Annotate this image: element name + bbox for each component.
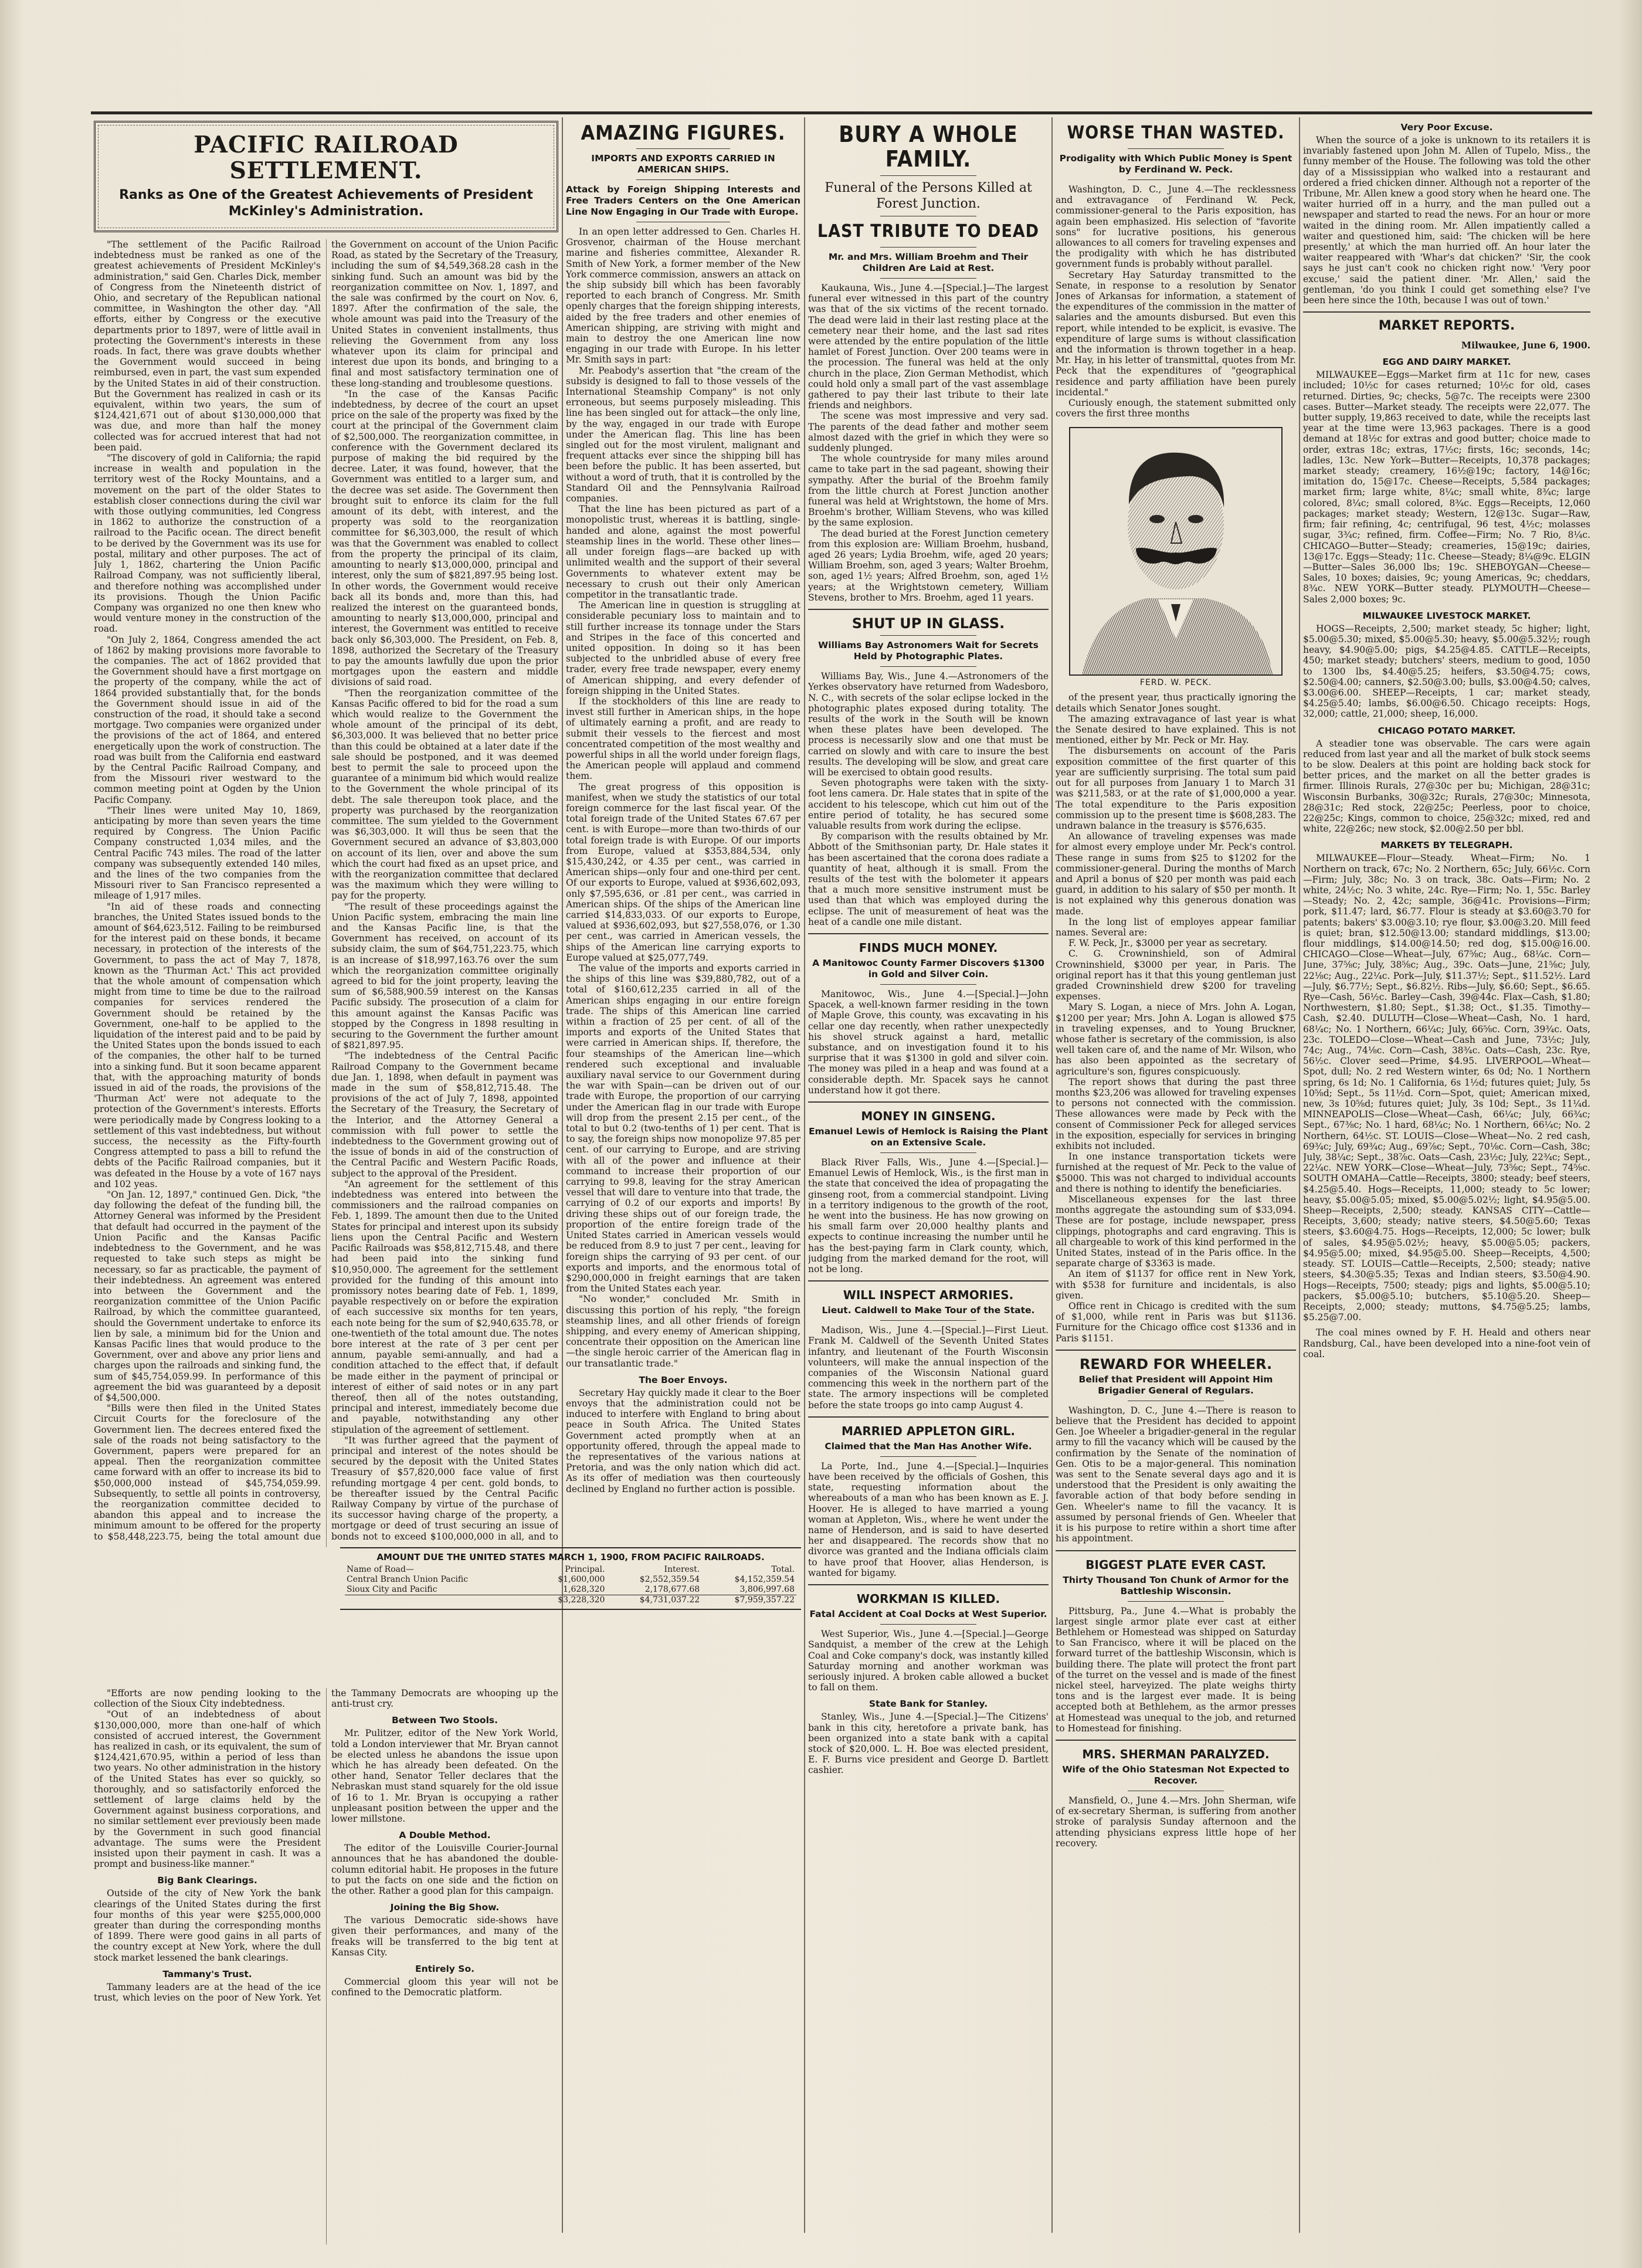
between-stools-text: Mr. Pulitzer, editor of the New York World, told a London interviewer that Mr. Bryan cannot be elected unless he abandons the issue upon which he has already been defeated. On the other hand, Senator Teller declares that the Nebraskan must stand squarely for the old issue of 16 to 1. Mr. Bryan is occupying a rather unpleasant position between the upper and the lower millstone.	[331, 1728, 558, 1825]
telegraph-head: MARKETS BY TELEGRAPH.	[1380, 840, 1513, 851]
worse-wasted-header	[1056, 122, 1296, 180]
worse-wasted-paragraph: of the present year, thus practically ignoring the details which Senator Jones sought.	[1056, 692, 1296, 714]
bury-family-paragraph: The dead buried at the Forest Junction cemetery from this explosion are: William Broehm, husband, aged 26 years; Lydia Broehm, wife, aged 20 years; William Broehm, son, aged 3 years; Walter Broehm, son, aged 1½ years; Alfred Broehm, son, aged 1½ years; at the Wrightstown cemetery, William Stevens, brother to Mrs. Broehm, aged 11 years.	[808, 528, 1049, 603]
pacific-paragraph: "It was further agreed that the payment of principal and interest of the notes should be secured by the deposit with the United States Treasury of $57,820,000 face value of first refunding mortgage 4 per cent. gold bonds, to be thereafter issued by the Central Pacific Railway Company by virtue of the purchase of its successor having charge of the property, a mortgage or deed of trust securing an issue of bonds not to exceed $100,000,000 in all, and to	[331, 1435, 558, 1542]
bury-family-header	[808, 122, 1049, 279]
shut-up-glass-paragraph: By comparison with the results obtained by Mr. Abbott of the Smithsonian party, Dr. Hale states it has been ascertained that the corona does radiate a quantity of heat, although it is small. From the results of the test with the bolometer it appears that a much more sensitive instrument must be used than that which was employed during the eclipse. The unit of measurement of heat was the heat of a candle one mile distant.	[808, 831, 1049, 927]
married-text: La Porte, Ind., June 4.—[Special.]—Inquiries have been received by the officials of Goshen, this state, requesting information about the whereabouts of a man who has been known as E. J. Hoover. He is alleged to have married a young woman at Appleton, Wis., where he went under the name of Henderson, and is said to have deserted her and disappeared. The records show that no divorce was granted and the Indiana officials claim to have proof that Hoover, alias Henderson, is wanted for bigamy.	[808, 1460, 1049, 1578]
table-row	[345, 1585, 796, 1595]
ginseng-title: MONEY IN GINSENG.	[861, 1109, 996, 1123]
pacific-paragraph: "On July 2, 1864, Congress amended the act of 1862 by making provisions more favorable to the companies. The act of 1862 provided that the Government should have a first mortgage on the property of the company, while the act of 1864 provided substantially that, for the bonds the Government should issue in aid of the construction of the road, it should take a second mortgage. Two companies were organized under the provisions of the act of 1864, and entered energetically upon the work of construction. The road was built from the California end eastward by the Central Pacific Railroad Company, and from the Missouri river westward to the common meeting point at Ogden by the Union Pacific Company.	[94, 634, 321, 805]
worse-wasted-paragraph: Miscellaneous expenses for the last three months aggregate the astounding sum of $33,094. These are for postage, include newspaper, press clippings, photographs and card engraving. This is all chargeable to work of this kind performed in the United States, instead of in the Paris office. In the separate charge of $3363 is made.	[1056, 1194, 1296, 1269]
boer-envoys-text: Secretary Hay quickly made it clear to the Boer envoys that the administration could not be induced to interfere with England to bring about peace in South Africa. The United States Government acted promptly when at an opportunity offered, through the appeal made to the representatives of the various nations at Pretoria, and was the only nation which did act. As its offer of mediation was then courteously declined by England no further action is possible.	[566, 1387, 800, 1494]
livestock-head: MILWAUKEE LIVESTOCK MARKET.	[1362, 610, 1531, 621]
worse-wasted-body-continued	[1056, 692, 1296, 1343]
table-cell: 2,178,677.68	[644, 1585, 700, 1594]
table-header: Name of Road—	[347, 1565, 414, 1574]
ginseng-sub: Emanuel Lewis of Hemlock is Raising the Plant on an Extensive Scale.	[808, 1126, 1049, 1148]
table-cell: $2,552,359.54	[639, 1575, 700, 1584]
amazing-figures-paragraph: "No wonder," concluded Mr. Smith in discussing this portion of his reply, "the foreign steamship lines, and all other friends of foreign shipping, and every enemy of American shipping, concentrate their opposition on the American line—the single heroic carrier of the American flag in our transatlantic trade."	[566, 1294, 800, 1369]
married-title: MARRIED APPLETON GIRL.	[842, 1423, 1015, 1438]
double-method-text: The editor of the Louisville Courier-Journal announces that he has abandoned the double-column editorial habit. He proposes in the future to put the facts on one side and the fiction on the other. Rather a good plan for this campaign.	[331, 1843, 558, 1897]
bury-family-paragraph: The whole countryside for many miles around came to take part in the sad pageant, showing their sympathy. After the burial of the Broehm family from the little church at Forest Junction another funeral was held at Wrightstown, the home of Mrs. Broehm's brother, William Stevens, who was killed by the same explosion.	[808, 453, 1049, 528]
big-show-head: Joining the Big Show.	[390, 1902, 500, 1913]
workman-text: West Superior, Wis., June 4.—[Special.]—George Sandquist, a member of the crew at the Lehigh Coal and Coke company's dock, was instantly killed Saturday morning and another workman was seriously injured. A broken cable allowed a bucket to fall on them.	[808, 1629, 1049, 1693]
table-header: Total.	[771, 1565, 795, 1574]
amazing-figures-paragraph: The value of the imports and exports carried in the ships of this line was $39,880,782, out of a total of $160,612,235 carried in all of the American ships engaging in our entire foreign trade. The ships of this American line carried within a fraction of 25 per cent. of all of the imports and exports of the United States that were carried in American ships. If, therefore, the four steamships of the American line—which rendered such exceptional and invaluable auxiliary naval service to our Government during the war with Spain—can be driven out of our trade with Europe, the proportion of our carrying under the American flag in our trade with Europe will drop from the present 2.15 per cent., of the total to but 0.2 (two-tenths of 1) per cent. That is to say, the foreign ships now monopolize 97.85 per cent. of our carrying to Europe, and are striving with all of the power and influence at their command to increase their proportion of our carrying to 99.8, leaving for the stray American vessel that will dare to venture into that trade, the carrying of 0.2 of our exports and imports! By driving these ships out of our foreign trade, the proportion of the entire foreign trade of the United States carried in American vessels would be reduced from 8.9 to just 7 per cent., leaving for foreign ships the carrying of 93 per cent. of our exports and imports, and the enormous total of $290,000,000 in freight earnings that are taken from the United States each year.	[566, 963, 800, 1294]
shut-up-glass-paragraph: Williams Bay, Wis., June 4.—Astronomers of the Yerkes observatory have returned from Wadesboro, N. C., with secrets of the solar eclipse locked in the photographic plates exposed during totality. The results of the work in the South will be known when these plates have been developed. The process is necessarily slow and one that must be carried on slowly and with care to insure the best results. The developing will be slow, and great care will be exercised to obtain good results.	[808, 671, 1049, 778]
table-cell: Central Branch Union Pacific	[347, 1575, 469, 1584]
pacific-paragraph: "Then the reorganization committee of the Kansas Pacific offered to bid for the road a sum which would realize to the Government the whole amount of the principal of its debt, $6,303,000. It was believed that no better price than this could be obtained at a later date if the sale should be postponed, and it was deemed best to permit the sale to proceed upon the guarantee of a minimum bid which would realize to the Government the whole principal of its debt. The sale thereupon took place, and the property was purchased by the reorganization committee. The sum yielded to the Government was $6,303,000. It will thus be seen that the Government secured an advance of $3,803,000 on account of its lien, over and above the sum which the court had fixed as an upset price, and with the reorganization committee that declared was the maximum which they were willing to pay for the property.	[331, 687, 558, 901]
worse-wasted-paragraph: The report shows that during the past three months $23,206 was allowed for traveling expenses to persons not connected with the commission. These allowances were made by Peck with the consent of Commissioner Peck for alleged services in the exposition, especially for services in bringing exhibits not included.	[1056, 1076, 1296, 1151]
pacific-subheadline: Ranks as One of the Greatest Achievements of President McKinley's Administration.	[119, 188, 533, 219]
pacific-headline: PACIFIC RAILROAD SETTLEMENT.	[194, 131, 459, 184]
portrait-caption: FERD. W. PECK.	[1139, 678, 1212, 688]
portrait-engraving-icon	[1070, 428, 1281, 674]
amount-table	[345, 1565, 796, 1605]
table-cell: $4,152,359.54	[734, 1575, 795, 1584]
worse-wasted-paragraph: Office rent in Chicago is credited with the sum of $1,000, while rent in Paris was but $1136. Furniture for the Chicago office cost $1336 and in Paris $1151.	[1056, 1301, 1296, 1344]
shut-up-glass-paragraph: Seven photographs were taken with the sixty-foot lens camera. Dr. Hale states that in spite of the accident to his telescope, which cut him out of the entire period of totality, he has secured some valuable results from work during the eclipse.	[808, 778, 1049, 831]
pacific-paragraph: "The result of these proceedings against the Union Pacific system, embracing the main line and the Kansas Pacific line, is that the Government has received, on account of its subsidy claim, the sum of $64,751,223.75, which is an increase of $18,997,163.76 over the sum which the reorganization committee originally agreed to bid for the joint property, leaving the sum of $6,588,900.59 interest on the Kansas Pacific subsidy. The prosecution of a claim for this amount against the Kansas Pacific was stopped by the Congress in 1898 resulting in securing to the Government the further amount of $821,897.95.	[331, 901, 558, 1051]
pacific-article-continued	[94, 1688, 558, 2245]
wheeler-sub: Belief that President will Appoint Him Brigadier General of Regulars.	[1078, 1374, 1273, 1396]
amazing-figures-title: AMAZING FIGURES.	[581, 121, 786, 145]
bury-family-paragraph: Kaukauna, Wis., June 4.—[Special.]—The largest funeral ever witnessed in this part of the country was that of the six victims of the recent tornado. The dead were laid in their last resting place at the cemetery near their home, and the last sad rites were attended by the entire population of the little hamlet of Forest Junction. Over 200 teams were in the procession. The funeral was held at the only church in the place, Zion German Methodist, which could hold only a small part of the vast assemblage gathered to pay their last tribute to their late friends and neighbors.	[808, 283, 1049, 411]
column-rule	[1299, 117, 1300, 2233]
column-rule	[1051, 117, 1053, 2233]
workman-title: WORKMAN IS KILLED.	[856, 1592, 1000, 1606]
big-show-text: The various Democratic side-shows have given their performances, and many of the freaks will be transferred to the big tent at Kansas City.	[331, 1915, 558, 1958]
column-bury-family	[808, 116, 1049, 2245]
wheeler-title: REWARD FOR WHEELER.	[1079, 1355, 1273, 1372]
column-pacific-railroad	[94, 116, 558, 2245]
plate-cast-sub: Thirty Thousand Ton Chunk of Armor for the Battleship Wisconsin.	[1063, 1574, 1289, 1596]
amazing-figures-paragraph: That the line has been pictured as part of a monopolistic trust, whereas it is battling, single-handed and alone, against the most powerful steamship lines in the world. These other lines—all under foreign flags—are backed up with unlimited wealth and the support of their several Governments to whatever extent may be necessary to crush out their only American competitor in the transatlantic trade.	[566, 504, 800, 600]
table-header: Principal.	[565, 1565, 605, 1574]
last-tribute-sub: Mr. and Mrs. William Broehm and Their Children Are Laid at Rest.	[828, 252, 1029, 273]
amazing-figures-paragraph: The great progress of this opposition is manifest, when we study the statistics of our total foreign commerce for the last fiscal year. Of the total foreign trade of the United States 67.67 per cent. is with Europe—more than two-thirds of our total foreign trade is with Europe. Of our imports from Europe, valued at $353,884,534, only $15,430,242, or 4.35 per cent., was carried in American ships—only four and one-third per cent. Of our exports to Europe, valued at $936,602,093, only $7,595,636, or .81 per cent., was carried in American ships. Of the ships of the American line carried $14,833,033. Of our exports to Europe, valued at $936,602,093, but $27,558,076, or 1.30 per cent., was carried in American vessels, the ships of the American line carrying exports to Europe valued at $25,077,749.	[566, 781, 800, 963]
table-cell: 3,806,997.68	[739, 1585, 795, 1594]
pacific-headline-box	[94, 121, 558, 232]
pacific-paragraph: "In aid of these roads and connecting branches, the United States issued bonds to the amount of $64,623,512. Failing to be reimbursed for the interest paid on these bonds, it became necessary, in protection of the interests of the Government, to pass the act of May 7, 1878, known as the 'Thurman Act.' This act provided that the whole amount of compensation which might from time to time be due to the railroad companies for services rendered the Government should be retained by the Government, one-half to be applied to the liquidation of the interest paid and to be paid by the United States upon the bonds issued to each of the companies, the other half to be turned into a sinking fund. But it soon became apparent that, with the approaching maturity of bonds issued in aid of the roads, the provisions of the 'Thurman Act' were not adequate to the protection of the Government's interests. Efforts were periodically made by Congress looking to a settlement of this vast indebtedness, but without success, the necessity as the Fifty-fourth Congress attempted to pass a bill to refund the debts of the Pacific Railroad companies, but it was defeated in the House by a vote of 167 nays and 102 yeas.	[94, 901, 321, 1189]
table-cell: $7,959,357.22	[734, 1595, 795, 1605]
table-header-row	[345, 1565, 796, 1575]
plate-cast-text: Pittsburg, Pa., June 4.—What is probably the largest single armor plate ever cast at either Bethlehem or Homestead was shipped on Saturday to San Francisco, where it will be placed on the forward turret of the battleship Wisconsin, which is building there. The plate will protect the front part of the turret on the vessel and is made of the finest nickel steel, harveyized. The plate weighs thirty tons and is the largest ever made. It is being accepted both at Bethlehem, as the armor presses at Homestead was unequal to the job, and returned to Homestead for finishing.	[1056, 1605, 1296, 1734]
ginseng-text: Black River Falls, Wis., June 4.—[Special.]—Emanuel Lewis of Hemlock, Wis., is the first man in the state that conceived the idea of propagating the ginseng root, from a commercial standpoint. Living in a territory indigenous to the growth of the root, he went into the business. He has now growing on his small farm over 20,000 healthy plants and expects to continue increasing the number until he has the best-paying farm in Clark county, which, judging from the marked demand for the root, will not be long.	[808, 1157, 1049, 1275]
amazing-figures-sub2: Attack by Foreign Shipping Interests and Free Traders Centers on the One American Line Now Engaging in Our Trade with Europe.	[566, 184, 800, 217]
table-cell: 1,628,320	[563, 1585, 605, 1594]
pacific-closing-paragraph: "Out of an indebtedness of about $130,000,000, more than one-half of which consisted of accrued interest, the Government has realized in cash, or its equivalent, the sum of $124,421,670.95, within a period of less than two years. No other administration in the history of the United States has ever so quickly, so thoroughly, and so satisfactorily enforced the settlement of large claims held by the Government against business corporations, and no similar settlement ever previously been made by the Government in such good financial advantage. The sums were the President insisted upon their payment in cash. It was a prompt and business-like manner."	[94, 1709, 321, 1870]
table-cell	[345, 1595, 531, 1606]
peck-portrait-image	[1069, 427, 1283, 676]
worse-wasted-paragraph: Secretary Hay Saturday transmitted to the Senate, in response to a resolution by Senator Jones of Arkansas for information, a statement of the expenditures of the commission in the matter of salaries and the amounts disbursed. But even this report, while intended to be explicit, is evasive. The expenditure of large sums is without classification and the information is thrown together in a heap. Mr. Hay, in his letter of transmittal, quotes from Mr. Peck that the expenditures of "geographical residence and party affiliation have been purely incidental."	[1056, 269, 1296, 398]
worse-wasted-title: WORSE THAN WASTED.	[1067, 123, 1285, 143]
finds-money-sub: A Manitowoc County Farmer Discovers $1300 in Gold and Silver Coin.	[812, 957, 1044, 979]
tammany-trust-text: Tammany leaders are at the head of the ice trust, which levies on the poor of New York. Yet the Tammany Democrats are whooping up the anti-trust cry.	[94, 1688, 558, 2003]
pacific-paragraph: "The discovery of gold in California; the rapid increase in wealth and population in the territory west of the Rocky Mountains, and a movement on the part of the older States to establish closer connections during the civil war with those outlying communities, led Congress in 1862 to authorize the construction of a railroad to the Pacific ocean. The direct benefit to be derived by the Government was its use for postal, military and other purposes. The act of July 1, 1862, chartering the Union Pacific Railroad Company, was not sufficiently liberal, and therefore nothing was accomplished under its provisions. Though the Union Pacific Company was organized no one then knew who would venture money in the construction of the road.	[94, 453, 321, 635]
table-cell: $1,600,000	[558, 1575, 605, 1584]
pacific-paragraph: "In the case of the Kansas Pacific indebtedness, by decree of the court an upset price on the sale of the property was fixed by the court at the principal of the Government claim of $2,500,000. The reorganization committee, in conference with the Government declared its purpose of making the bid required by the decree. Later, it was found, however, that the Government was entitled to a larger sum, and the decree was set aside. The Government then brought suit to enforce its claim for the full amount of its debt, with interest, and the property was sold to the reorganization committee for $6,303,000, the result of which was that the Government was enabled to collect from the property the principal of its claim, amounting to nearly $13,000,000, principal and interest, only the sum of $821,897.95 being lost. In other words, the Government would receive back all its bonds and, more than this, had realized the interest on the guaranteed bonds, amounting to nearly $13,000,000, principal and interest, the Government was entitled to receive back only $6,303,000. The President, on Feb. 8, 1898, authorized the Secretary of the Treasury to pay the amounts lawfully due upon the prior mortgages upon the eastern and middle divisions of said road.	[331, 388, 558, 688]
state-bank-head: State Bank for Stanley.	[869, 1699, 988, 1710]
wheeler-text: Washington, D. C., June 4.—There is reason to believe that the President has decided to appoint Gen. Joe Wheeler a brigadier-general in the regular army to fill the vacancy which will be caused by the confirmation by the Senate of the nomination of Gen. Otis to be a major-general. This nomination was sent to the Senate several days ago and it is understood that the President is only awaiting the favorable action of that body before sending in Gen. Wheeler's name to fill the vacancy. It is assumed by personal friends of Gen. Wheeler that it is his purpose to retire within a short time after his appointment.	[1056, 1405, 1296, 1544]
column-market-reports	[1303, 116, 1590, 2245]
livestock-text: HOGS—Receipts, 2,500; market steady, 5c higher; light, $5.00@5.30; mixed, $5.00@5.30; heavy, $5.00@5.32½; rough heavy, $4.90@5.00; pigs, $4.25@4.85. CATTLE—Receipts, 450; market steady; butchers' steers, medium to good, 1050 to 1300 lbs, $4.40@5.25; heifers, $3.50@4.75; cows, $2.50@4.00; canners, $2.50@3.00; bulls, $3.00@4.50; calves, $3.00@6.00. SHEEP—Receipts, 1 car; market steady, $4.25@5.40; lambs, $6.00@6.50. Chicago receipts: Hogs, 32,000; cattle, 21,000; sheep, 16,000.	[1303, 623, 1590, 720]
table-cell: Sioux City and Pacific	[347, 1585, 437, 1594]
table-header: Interest.	[664, 1565, 700, 1574]
armories-text: Madison, Wis., June 4.—[Special.]—First Lieut. Frank M. Caldwell of the Seventh United States infantry, and lieutenant of the Fourth Wisconsin volunteers, will make the annual inspection of the companies of the Wisconsin National guard commencing this week in the northern part of the state. The armory inspections will be completed before the state troops go into camp August 4.	[808, 1325, 1049, 1411]
worse-wasted-paragraph: An item of $1137 for office rent in New York, with $538 for furniture and incidentals, is also given.	[1056, 1269, 1296, 1301]
finds-money-title: FINDS MUCH MONEY.	[859, 940, 998, 955]
amazing-figures-body	[566, 226, 800, 1369]
table-row	[345, 1575, 796, 1585]
worse-wasted-paragraph: Curiously enough, the statement submitted only covers the first three months	[1056, 398, 1296, 419]
finds-money-text: Manitowoc, Wis., June 4.—[Special.]—John Spacek, a well-known farmer residing in the town of Maple Grove, this county, was excavating in his cellar one day recently, when rather unexpectedly his shovel struck against a hard, metallic substance, and on investigation found it to his surprise that it was $1300 in gold and silver coin. The money was piled in a heap and was found at a considerable depth. Mr. Spacek says he cannot understand how it got there.	[808, 988, 1049, 1096]
bury-family-title: BURY A WHOLE FAMILY.	[839, 121, 1018, 172]
bury-family-paragraph: The scene was most impressive and very sad. The parents of the dead father and mother seem almost dazed with the grief in which they were so suddenly plunged.	[808, 411, 1049, 454]
table-cell: $3,228,320	[558, 1595, 605, 1605]
boer-envoys-head: The Boer Envoys.	[639, 1374, 728, 1385]
worse-wasted-paragraph: C. G. Crowninshield, son of Admiral Crowninshield, $3000 per year, in Paris. The original report has it that this young gentleman just graded Crowninshield drew $200 for traveling expenses.	[1056, 948, 1296, 1002]
bury-family-body	[808, 283, 1049, 603]
coal-text: The coal mines owned by F. H. Heald and others near Randsburg, Cal., have been developed into a nine-foot vein of coal.	[1303, 1327, 1590, 1360]
amazing-figures-paragraph: In an open letter addressed to Gen. Charles H. Grosvenor, chairman of the House merchant marine and fisheries committee, Alexander R. Smith of New York, a former member of the New York commerce commission, answers an attack on the ship subsidy bill which has been favorably reported to each branch of Congress. Mr. Smith openly charges that the foreign shipping interests, aided by the free traders and other enemies of American shipping, are striving with might and main to destroy the one American line now engaging in our trade with Europe. In his letter Mr. Smith says in part:	[566, 226, 800, 365]
plate-cast-title: BIGGEST PLATE EVER CAST.	[1085, 1557, 1266, 1572]
amazing-figures-paragraph: The American line in question is struggling at considerable pecuniary loss to maintain and to still further increase its tonnage under the Stars and Stripes in the face of this concerted and united opposition. In doing so it has been subjected to the unbridled abuse of every free trader, every free trade newspaper, every enemy of American shipping, and every defender of foreign shipping in the United States.	[566, 600, 800, 696]
egg-dairy-text: MILWAUKEE—Eggs—Market firm at 11c for new, cases included; 10½c for cases returned; 10½c for old, cases returned. Dirties, 9c; checks, 5@7c. The receipts were 2300 cases. Butter—Market steady. The receipts were 22,077. The butter supply, 19,863 received to date, while the receipts last year at the time were 13,963 packages. There is a good demand at 18½c for extras and good butter; choice made to order, extras 18c; extras, 17½c; firsts, 16c; seconds, 14c; ladles, 13c. New York—Butter—Receipts, 10,378 packages; market steady; creamery, 16½@19c; factory, 14@16c; imitation do, 15@17c. Cheese—Receipts, 5,584 packages; market firm; large white, 8¼c; small white, 8¾c; large colored, 8¼c; small colored, 8¾c. Eggs—Receipts, 12,060 packages; market steady; Western, 12@13c. Sugar—Raw, firm; fair refining, 4c; centrifugal, 96 test, 4½c; molasses sugar, 3¾c; refined, firm. Coffee—Firm; No. 7 Rio, 8¼c. CHICAGO—Butter—Steady; creameries, 15@19c; dairies, 13@17c. Eggs—Steady; 11c. Cheese—Steady; 8¼@9c. ELGIN—Butter—Sales 36,000 lbs; 19c. SHEBOYGAN—Cheese—Sales, 10 boxes; daisies, 9c; young Americas, 9c; cheddars, 8¾c. NEW YORK—Butter steady. PLYMOUTH—Cheese—Sales 2,000 boxes; 9c.	[1303, 369, 1590, 605]
armories-sub: Lieut. Caldwell to Make Tour of the State.	[822, 1305, 1035, 1316]
double-method-head: A Double Method.	[399, 1830, 491, 1841]
pacific-paragraph: "The settlement of the Pacific Railroad indebtedness must be ranked as one of the greatest achievements of President McKinley's administration," said Gen. Charles Dick, member of Congress from the Nineteenth district of Ohio, and secretary of the Republican national committee, in Washington the other day. "All efforts, either by Congress or the executive departments prior to 1897, were of little avail in protecting the Government's interests in these roads. In fact, there was grave doubts whether the Government would succeed in being reimbursed, even in part, the vast sum expended by the United States in aid of their construction. But the Government has realized in cash or its equivalent, within two years, the sum of $124,421,671 out of about $130,000,000 that was due, and more than half the money collected was for accrued interest that had not been paid.	[94, 239, 321, 453]
worse-wasted-paragraph: Mary S. Logan, a niece of Mrs. John A. Logan, $1200 per year; Mrs. John A. Logan is allowed $75 in traveling expenses, and to Young Bruckner, whose father is secretary of the commission, is also well taken care of, and the name of Mr. Wilson, who has also been appointed as the secretary of agriculture's son, figures conspicuously.	[1056, 1002, 1296, 1077]
amazing-figures-header	[566, 122, 800, 222]
armories-title: WILL INSPECT ARMORIES.	[843, 1288, 1014, 1303]
last-tribute-title: LAST TRIBUTE TO DEAD	[817, 221, 1040, 242]
column-worse-than-wasted	[1056, 116, 1296, 2245]
sherman-text: Mansfield, O., June 4.—Mrs. John Sherman, wife of ex-secretary Sherman, is suffering from another stroke of paralysis Sunday afternoon and the attending physicians express little hope of her recovery.	[1056, 1795, 1296, 1849]
shut-up-glass-sub: Williams Bay Astronomers Wait for Secrets Held by Photographic Plates.	[818, 640, 1039, 662]
workman-sub: Fatal Accident at Coal Docks at West Superior.	[809, 1609, 1047, 1620]
between-stools-head: Between Two Stools.	[391, 1715, 498, 1726]
entirely-so-text: Commercial gloom this year will not be confined to the Democratic platform.	[331, 1977, 558, 1998]
market-date: Milwaukee, June 6, 1900.	[1461, 340, 1590, 351]
worse-wasted-paragraph: The amazing extravagance of last year is what the Senate desired to have explained. This is not mentioned, either by Mr. Peck or Mr. Hay.	[1056, 713, 1296, 746]
bank-clearings-head: Big Bank Clearings.	[157, 1875, 257, 1886]
worse-wasted-paragraph: F. W. Peck, Jr., $3000 per year as secretary.	[1068, 938, 1267, 949]
top-rule	[91, 111, 1592, 114]
amazing-figures-paragraph: If the stockholders of this line are ready to invest still further in American ships, in the hope of ultimately earning a profit, and are ready to submit their vessels to the fiercest and most concentrated competition of the most wealthy and powerful ships in all the world under foreign flags, the American people will applaud and commend them.	[566, 696, 800, 782]
shut-up-glass-title: SHUT UP IN GLASS.	[851, 615, 1005, 632]
pacific-paragraph: "An agreement for the settlement of this indebtedness was entered into between the commissioners and the railroad companies on Feb. 1, 1899. The amount then due to the United States for principal and interest upon its subsidy liens upon the Central Pacific and Western Pacific Railroads was $58,812,715.48, and there had been paid into the sinking fund $10,950,000. The agreement for the settlement provided for the funding of this amount into promissory notes bearing date of Feb. 1, 1899, payable respectively on or before the expiration of each successive six months for ten years, each note being for the sum of $2,940,635.78, or one-twentieth of the total amount due. The notes bore interest at the rate of 3 per cent per annum, payable semi-annually, and had a condition attached to the effect that, if default be made either in the payment of principal or interest of either of said notes or in any part thereof, then all of the notes outstanding, principal and interest, immediately become due and payable, notwithstanding any other stipulation of the agreement of settlement.	[331, 1178, 558, 1435]
worse-wasted-paragraph: The disbursements on account of the Paris exposition committee of the first quarter of this year are sufficiently surprising. The total sum paid out for all purposes from January 1 to March 31 was $211,583, or at the rate of $1,000,000 a year. The total expenditure to the Paris exposition commission up to the present time is $608,283. The undrawn balance in the treasury is $576,635.	[1056, 745, 1296, 831]
market-reports-title: MARKET REPORTS.	[1378, 318, 1515, 334]
column-amazing-figures	[566, 116, 800, 1541]
telegraph-text: MILWAUKEE—Flour—Steady. Wheat—Firm; No. 1 Northern on track, 67c; No. 2 Northern, 65c; July, 66½c. Corn—Firm; July, 38c; No. 3 on track, 38c. Oats—Firm; No. 2 white, 24½c; No. 3 white, 24c. Rye—Firm; No. 1, 55c. Barley—Steady; No. 2, 42c; sample, 36@41c. Provisions—Firm; pork, $11.47; lard, $6.77. Flour is steady at $3.60@3.70 for patents; bakers' $3.00@3.10; rye flour, $3.00@3.20. Mill feed is quiet; bran, $12.50@13.00; standard middlings, $13.00; flour middlings, $14.00@14.50; red dog, $15.00@16.00. CHICAGO—Close—Wheat—July, 67⅝c; Aug., 68¼c. Corn—June, 37⅝c; July, 38⅝c; Aug., 39c. Oats—June, 21⅝c; July, 22⅛c; Aug., 22¼c. Pork—July, $11.37½; Sept., $11.52½. Lard—July, $6.77½; Sept., $6.82½. Ribs—July, $6.60; Sept., $6.65. Rye—Cash, 56½c. Barley—Cash, 39@44c. Flax—Cash, $1.80; Northwestern, $1.80; Sept., $1.38; Oct., $1.35. Timothy—Cash, $2.40. DULUTH—Close—Wheat—Cash, No. 1 hard, 68¼c; No. 1 Northern, 66¼c; July, 66⅝c. Corn, 39¾c. Oats, 23c. TOLEDO—Close—Wheat—Cash and June, 73½c; July, 74c; Aug., 74⅛c. Corn—Cash, 38¾c. Oats—Cash, 23c. Rye, 56½c. Clover seed—Prime, $4.95. LIVERPOOL—Wheat—Spot, dull; No. 2 red Western winter, 6s 0d; No. 1 Northern spring, 6s 1d; No. 1 California, 6s 1½d; futures quiet; July, 5s 10⅝d; Sept., 5s 11½d. Corn—Spot, quiet; American mixed, new, 3s 10⅝d; futures quiet; July, 3s 10d; Sept., 3s 11¼d. MINNEAPOLIS—Close—Wheat—Cash, 66¼c; July, 66¾c; Sept., 67⅜c; No. 1 hard, 68¼c; No. 1 Northern, 66¼c; No. 2 Northern, 64½c. ST. LOUIS—Close—Wheat—No. 2 red cash, 69¾c; July, 69¾c; Aug., 69⅞c; Sept., 70⅛c. Corn—Cash, 38c; July, 38¼c; Sept., 38⅞c. Oats—Cash, 23½c; July, 22¾c; Sept., 22¼c. NEW YORK—Close—Wheat—July, 73⅝c; Sept., 74⅝c. SOUTH OMAHA—Cattle—Receipts, 3800; steady; beef steers, $4.25@5.40. Hogs—Receipts, 11,000; steady to 5c lower; heavy, $5.00@5.05; mixed, $5.00@5.02½; light, $4.95@5.00. Sheep—Receipts, 2,500; steady. KANSAS CITY—Cattle—Receipts, 3,600; steady; native steers, $4.50@5.60; Texas steers, $3.60@4.75. Hogs—Receipts, 12,000; 5c lower; bulk of sales, $4.95@5.02½; heavy, $5.00@5.05; packers, $4.95@5.00; mixed, $4.95@5.00. Sheep—Receipts, 4,500; steady. ST. LOUIS—Cattle—Receipts, 2,500; steady; native steers, $4.30@5.35; Texas and Indian steers, $3.50@4.90. Hogs—Receipts, 7500; steady; pigs and lights, $5.00@5.10; packers, $5.00@5.10; butchers, $5.10@5.20. Sheep—Receipts, 2,000; steady; muttons, $4.75@5.25; lambs, $5.25@7.00.	[1303, 853, 1590, 1323]
sherman-sub: Wife of the Ohio Statesman Not Expected to Recover.	[1062, 1764, 1290, 1786]
worse-wasted-body	[1056, 184, 1296, 419]
pacific-closing-paragraph: "Efforts are now pending looking to the collection of the Sioux City indebtedness.	[94, 1688, 321, 1710]
amount-due-table	[340, 1547, 801, 1610]
worse-wasted-paragraph: An allowance of traveling expenses was made for almost every employe under Mr. Peck's control. These range in sums from $25 to $1202 for the commissioner-general. During the months of March and April a bonus of $20 per month was paid each guard, in addition to his salary of $50 per month. It is not explained why this generous donation was made.	[1056, 831, 1296, 917]
state-bank-text: Stanley, Wis., June 4.—[Special.]—The Citizens' bank in this city, heretofore a private bank, has been organized into a state bank with a capital stock of $20,000. L. H. Boe was elected president, E. F. Burns vice president and George D. Bartlett cashier.	[808, 1711, 1049, 1776]
bury-family-sub1: Funeral of the Persons Killed at Forest Junction.	[825, 181, 1032, 211]
worse-wasted-sub: Prodigality with Which Public Money is Spent by Ferdinand W. Peck.	[1059, 153, 1292, 175]
tammany-trust-head: Tammany's Trust.	[162, 1968, 252, 1979]
egg-dairy-head: EGG AND DAIRY MARKET.	[1382, 357, 1511, 368]
column-rule	[562, 117, 563, 2233]
sherman-title: MRS. SHERMAN PARALYZED.	[1082, 1747, 1270, 1761]
pacific-paragraph: "Their lines were united May 10, 1869, anticipating by more than seven years the time required by Congress. The Union Pacific Company constructed 1,034 miles, and the Central Pacific 743 miles. The road of the latter company was subsequently extended 140 miles, and the lines of the two companies from the Missouri river to San Francisco represented a mileage of 1,917 miles.	[94, 805, 321, 901]
married-sub: Claimed that the Man Has Another Wife.	[825, 1440, 1032, 1452]
potato-text: A steadier tone was observable. The cars were again reduced from last year and all the market of bulk stock seems to be slow. Dealers at this point are holding back stock for better prices, and the market on all the better grades is firmer. Illinois Rurals, 27@30c per bu; Michigan, 28@31c; Wisconsin Burbanks, 30@32c; Rurals, 27@30c; Minnesota, 28@31c; Red stock, 22@25c; Peerless, poor to choice, 22@25c; Kings, common to choice, 25@32c; mixed, red and white, 22@26c; new stock, $2.00@2.50 per bbl.	[1303, 738, 1590, 835]
bank-clearings-text: Outside of the city of New York the bank clearings of the United States during the first four months of this year were $255,000,000 greater than during the corresponding months of 1899. There were good gains in all parts of the country except at New York, where the dull stock market lessened the bank clearings.	[94, 1888, 321, 1963]
worse-wasted-paragraph: In one instance transportation tickets were furnished at the request of Mr. Peck to the value of $5000. This was not charged to individual accounts and there is nothing to identify the beneficiaries.	[1056, 1151, 1296, 1194]
poor-excuse-text: When the source of a joke is unknown to its retailers it is invariably fastened upon John M. Allen of Tupelo, Miss., the funny member of the House. The following was told the other day of a Mississippian who walked into a restaurant and ordered a fried chicken dinner. Although not a reporter of the Tribune, Mr. Allen knew a good story when he heard one. The waiter hurried off in a hurry, and the man pulled out a newspaper and started to read the news. For an hour or more waited in the dining room. Mr. Allen impatiently called a waiter and questioned him, said: 'The chicken will be here presently,' at which the man hurried off. An hour later the waiter reappeared with 'Whar's dat chicken?' 'Sir, the cook says he just can't cook no chicken right now.' 'Very poor excuse,' said the patient diner. 'Mr. Allen,' said the gentleman, 'do you think I could get something else? I've been here since the 10th, because I was out of town.'	[1303, 135, 1590, 306]
worse-wasted-paragraph: In the long list of employes appear familiar names. Several are:	[1056, 916, 1296, 938]
column-rule	[804, 117, 805, 2233]
table-cell: $4,731,037.22	[639, 1595, 700, 1605]
pacific-paragraph: "The indebtedness of the Central Pacific Railroad Company to the Government became due Jan. 1, 1898, when default in payment was made in the sum of $58,812,715.48. The provisions of the act of July 7, 1898, appointed the Secretary of the Treasury, the Secretary of the Interior, and the Attorney General a commission with full power to settle the indebtedness to the Government growing out of the issue of bonds in aid of the construction of the Central Pacific and Western Pacific Roads, subject to the approval of the President.	[331, 1050, 558, 1179]
potato-head: CHICAGO POTATO MARKET.	[1378, 725, 1516, 736]
amazing-figures-paragraph: Mr. Peabody's assertion that "the cream of the subsidy is designed to fall to those vessels of the International Steamship Company" is not only erroneous, but seems purposely misleading. This line has been singled out for attack—the only line, by the way, engaged in our trade with Europe under the American flag. This line has been singled out for the most virulent, malignant and frequent attacks ever since the shipping bill has been before the public. It has been asserted, but without a word of truth, that it is controlled by the Standard Oil and the Pennsylvania Railroad companies.	[566, 365, 800, 504]
amazing-figures-sub1: IMPORTS AND EXPORTS CARRIED IN AMERICAN SHIPS.	[591, 153, 775, 175]
pacific-article-body	[94, 239, 558, 1547]
poor-excuse-head: Very Poor Excuse.	[1400, 122, 1493, 133]
pacific-paragraph: "Bills were then filed in the United States Circuit Courts for the foreclosure of the Government lien. The decrees entered fixed the sale of the roads not being satisfactory to the Government, papers were prepared for an appeal. Then the reorganization committee came forward with an offer to increase its bid to $50,000,000 instead of $45,754,059.99. Subsequently, to settle all points in controversy, the reorganization committee decided to abandon this appeal and to increase the minimum amount to be offered for the property to $58,448,223.75, being the total amount due the Government on account of the Union Pacific Road, as stated by the Secretary of the Treasury, including the sum of $4,549,368.28 cash in the sinking fund. Such an amount was bid by the reorganization committee on Nov. 1, 1897, and the sale was confirmed by the court on Nov. 6, 1897. After the confirmation of the sale, the whole amount was paid into the Treasury of the United States in convenient installments, thus relieving the Government from any loss whatever upon its claim for principal and interest due upon its bonds, and bringing to a final and most satisfactory termination one of these long-standing and troublesome questions.	[94, 239, 558, 1542]
worse-wasted-paragraph: Washington, D. C., June 4.—The recklessness and extravagance of Ferdinand W. Peck, commissioner-general to the Paris exposition, has again been emphasized. His selection of "favorite sons" for lucrative positions, his generous allowances to all comers for traveling expenses and the prodigality with which he has distributed government funds is probably without parallel.	[1056, 184, 1296, 270]
amount-table-title: AMOUNT DUE THE UNITED STATES MARCH 1, 1900, FROM PACIFIC RAILROADS.	[376, 1552, 765, 1562]
shut-up-glass-body	[808, 671, 1049, 927]
table-total-row	[345, 1595, 796, 1606]
pacific-paragraph: "On Jan. 12, 1897," continued Gen. Dick, "the day following the defeat of the funding bill, the Attorney General was informed by the President that default had occurred in the payment of the Union Pacific and the Kansas Pacific indebtedness to the Government, and he was requested to take such steps as might be necessary, so far as practicable, the payment of their indebtedness. An agreement was entered into between the Government and the reorganization committee of the Union Pacific Railroad, by which the committee guaranteed, should the Government undertake to enforce its lien by sale, a minimum bid for the Union and Kansas Pacific lines that would produce to the Government, over and above any prior liens and charges upon the railroads and sinking fund, the sum of $45,754,059.99. In performance of this agreement the bid was guaranteed by a deposit of $4,500,000.	[94, 1189, 321, 1403]
entirely-so-head: Entirely So.	[415, 1964, 474, 1975]
